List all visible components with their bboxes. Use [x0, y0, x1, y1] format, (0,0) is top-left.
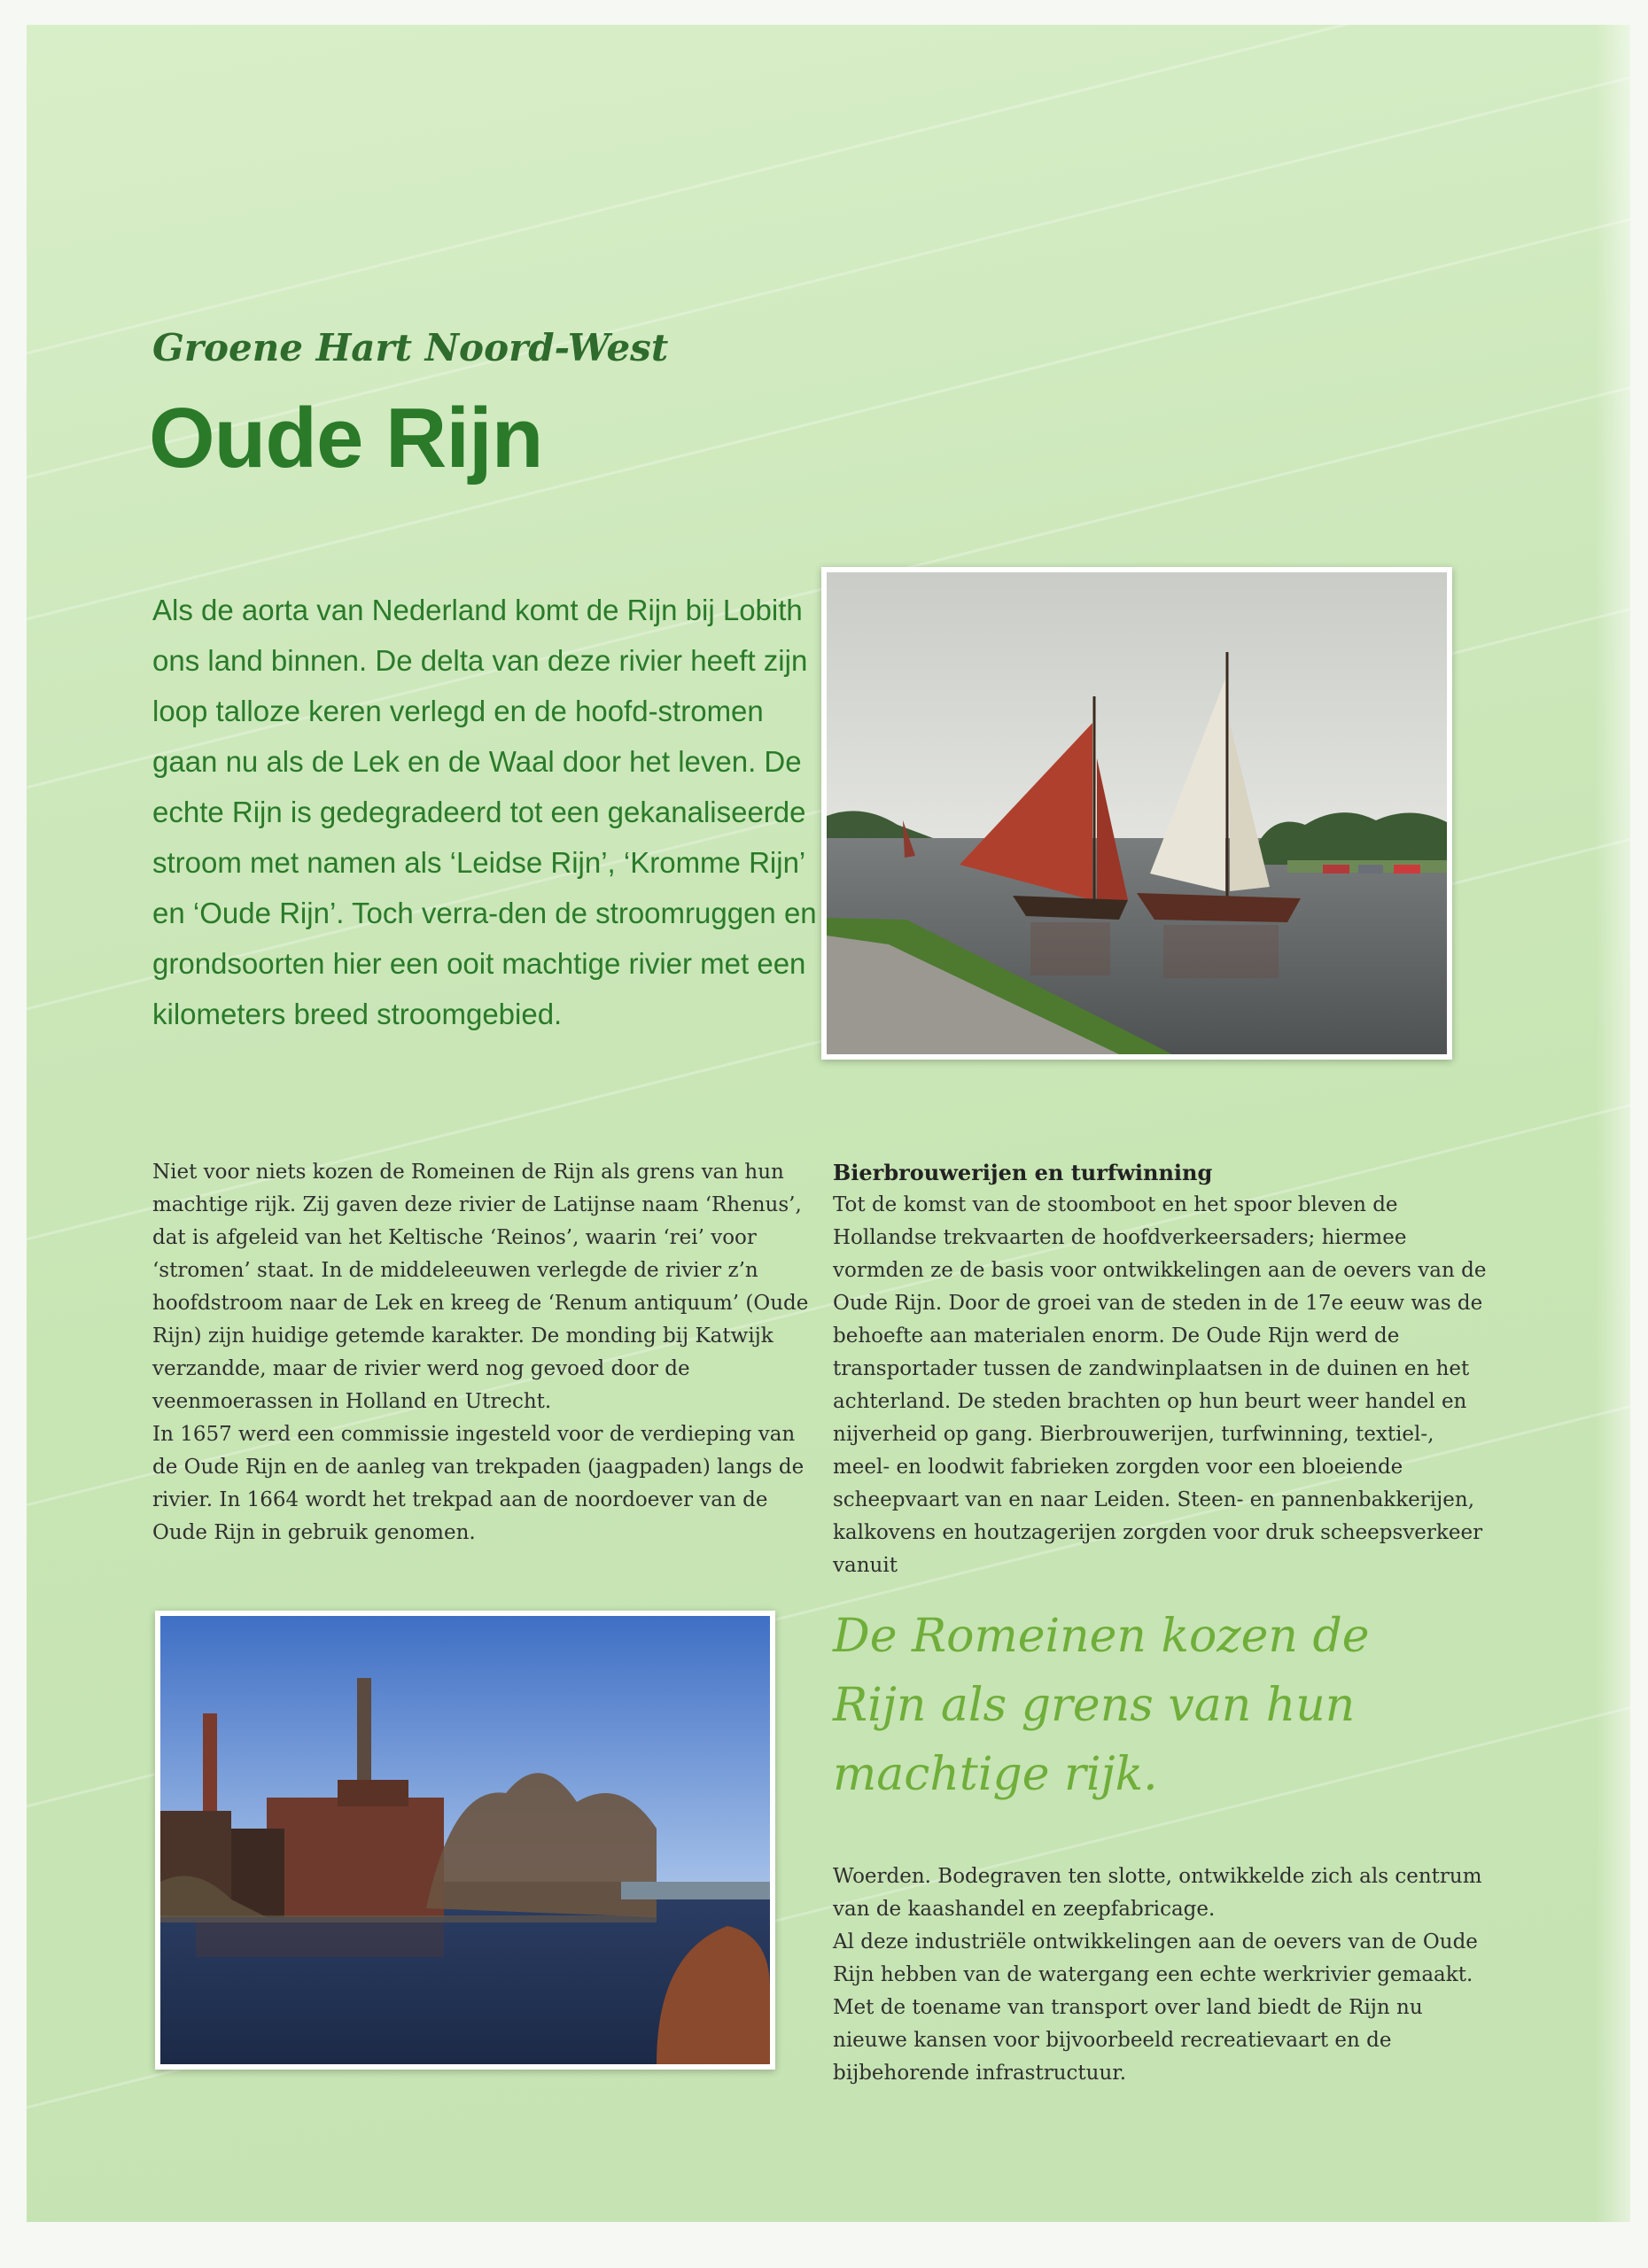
section-subheading: Bierbrouwerijen en turfwinning [833, 1160, 1213, 1185]
left-paragraph-1: Niet voor niets kozen de Romeinen de Rijn als grens van hun machtige rijk. Zij gaven deze rivier de Latijnse naam ‘Rhenus’, dat is afgeleid van het Keltische ‘Reinos’, waarin ‘rei’ voor ‘stromen’ staat. In de middeleeuwen verlegde de rivier z’n hoofdstroom naar de Lek en kreeg de ‘Renum antiquum’ (Oude Rijn) zijn huidige getemde karakter. De monding bij Katwijk verzandde, maar de rivier werd nog gevoed door de veenmoerassen in Holland en Utrecht. [152, 1161, 809, 1413]
right-column-continued [833, 1860, 1489, 2090]
right-paragraph-1: Tot de komst van de stoomboot en het spoor bleven de Hollandse trekvaarten de hoofdverkeersaders; hiermee vormden ze de basis voor ontwikkelingen aan de oevers van de Oude Rijn. Door de groei van de steden in de 17e eeuw was de behoefte aan materialen enorm. De Oude Rijn werd de transportader tussen de zandwinplaatsen in de duinen en het achterland. De steden brachten op hun beurt weer handel en nijverheid op gang. Bierbrouwerijen, turfwinning, textiel-, meel- en loodwit fabrieken zorgden voor een bloeiende scheepvaart van en naar Leiden. Steen- en pannenbakkerijen, kalkovens en houtzagerijen zorgden voor druk scheepsverkeer vanuit [833, 1193, 1487, 1577]
right-paragraph-2: Woerden. Bodegraven ten slotte, ontwikkelde zich als centrum van de kaashandel en zeepfabricage. [833, 1865, 1482, 1921]
pull-quote: De Romeinen kozen de Rijn als grens van hun machtige rijk. [833, 1610, 1370, 1801]
right-column [833, 1156, 1489, 1582]
page-title: Oude Rijn [149, 391, 543, 485]
left-column [152, 1156, 817, 1550]
section-kicker: Groene Hart Noord-West [152, 326, 669, 369]
factory-chimneys-photo [155, 1611, 775, 2070]
intro-paragraph: Als de aorta van Nederland komt de Rijn bij Lobith ons land binnen. De delta van deze rivier heeft zijn loop talloze keren verlegd en de hoofd-stromen gaan nu als de Lek en de Waal door het leven. De echte Rijn is gedegradeerd tot een gekanaliseerde stroom met namen als ‘Leidse Rijn’, ‘Kromme Rijn’ en ‘Oude Rijn’. Toch verra-den de stroomruggen en grondsoorten hier een ooit machtige rivier met een kilometers breed stroomgebied. [152, 594, 817, 1030]
left-paragraph-2: In 1657 werd een commissie ingesteld voor de verdieping van de Oude Rijn en de aanleg van trekpaden (jaagpaden) langs de rivier. In 1664 wordt het trekpad aan de noordoever van de Oude Rijn in gebruik genomen. [152, 1423, 805, 1544]
right-paragraph-3: Al deze industriële ontwikkelingen aan de oevers van de Oude Rijn hebben van de watergang een echte werkrivier gemaakt. Met de toename van transport over land biedt de Rijn nu nieuwe kansen voor bijvoorbeeld recreatievaart en de bijbehorende infrastructuur. [833, 1930, 1478, 2085]
sailing-boats-photo [821, 567, 1452, 1060]
